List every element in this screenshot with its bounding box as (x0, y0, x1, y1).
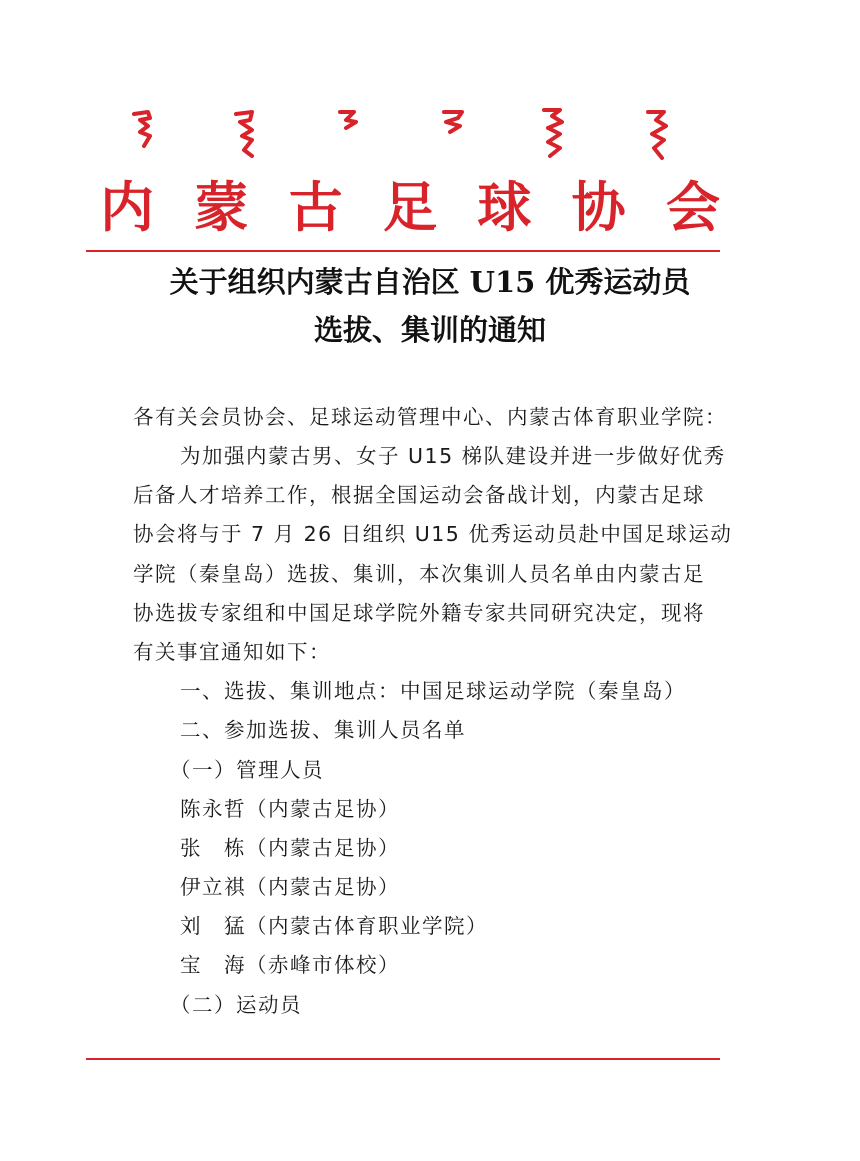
staff-entry: 张 栋（内蒙古足协） (180, 836, 400, 860)
paragraph-line: 为加强内蒙古男、女子 U15 梯队建设并进一步做好优秀 (180, 444, 726, 468)
org-char: 蒙 (194, 175, 249, 239)
subsection-athletes: （二）运动员 (170, 993, 302, 1017)
mongolian-script-logo (0, 106, 860, 168)
footer-divider (86, 1058, 720, 1060)
section-item-location: 一、选拔、集训地点：中国足球运动学院（秦皇岛） (180, 679, 686, 703)
subsection-staff: （一）管理人员 (170, 758, 324, 782)
org-char: 足 (382, 175, 437, 239)
organization-name (100, 172, 720, 242)
header-divider (86, 250, 720, 252)
staff-entry: 陈永哲（内蒙古足协） (180, 797, 400, 821)
org-char: 球 (477, 175, 532, 239)
org-char: 内 (100, 175, 154, 239)
org-char: 会 (665, 175, 720, 239)
staff-entry: 伊立祺（内蒙古足协） (180, 875, 400, 899)
org-char: 协 (571, 175, 626, 239)
paragraph-line: 有关事宜通知如下： (133, 640, 331, 664)
document-title-line-2: 选拔、集训的通知 (313, 313, 546, 347)
staff-entry: 刘 猛（内蒙古体育职业学院） (180, 914, 488, 938)
salutation: 各有关会员协会、足球运动管理中心、内蒙古体育职业学院： (133, 405, 727, 429)
section-item-roster: 二、参加选拔、集训人员名单 (180, 718, 466, 742)
org-char: 古 (288, 175, 343, 239)
paragraph-line: 学院（秦皇岛）选拔、集训，本次集训人员名单由内蒙古足 (133, 562, 705, 586)
paragraph-line: 协会将与于 7 月 26 日组织 U15 优秀运动员赴中国足球运动 (133, 522, 733, 546)
paragraph-line: 协选拔专家组和中国足球学院外籍专家共同研究决定，现将 (133, 601, 705, 625)
document-title-line-1: 关于组织内蒙古自治区 U15 优秀运动员 (169, 265, 691, 299)
paragraph-line: 后备人才培养工作，根据全国运动会备战计划，内蒙古足球 (133, 483, 705, 507)
mongolian-script-header (0, 106, 860, 168)
staff-entry: 宝 海（赤峰市体校） (180, 953, 400, 977)
